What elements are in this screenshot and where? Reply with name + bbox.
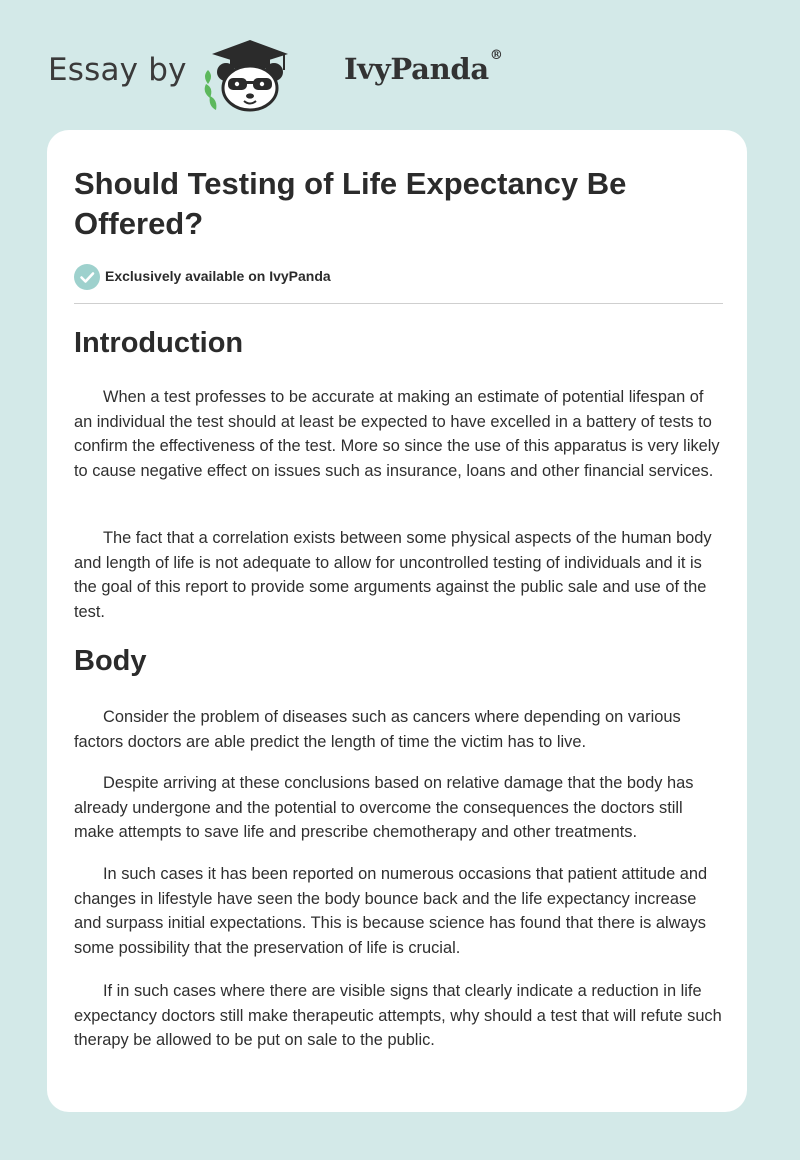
essay-card xyxy=(47,130,747,1112)
paragraph: If in such cases where there are visible signs that clearly indicate a reduction in life expectancy doctors still make therapeutic attempts, why should a test that will refute such therapy be allowed to be put on sale to the public. xyxy=(74,982,722,1050)
paragraph: Consider the problem of diseases such as cancers where depending on various factors doctors are able predict the length of time the victim has to live. xyxy=(74,708,681,751)
page-title: Should Testing of Life Expectancy Be Offered? xyxy=(74,166,627,241)
divider xyxy=(74,303,723,304)
section-heading-introduction: Introduction xyxy=(74,327,244,359)
panda-graduate-icon xyxy=(200,36,300,112)
paragraph: In such cases it has been reported on numerous occasions that patient attitude and changes in lifestyle have seen the body bounce back and the life expectancy increase and surpass initial expectations. This is because science has found that there is always some possibility that the preservation of life is crucial. xyxy=(74,865,708,957)
brand-name: IvyPanda® xyxy=(344,48,503,86)
paragraph: Despite arriving at these conclusions based on relative damage that the body has already undergone and the potential to overcome the consequences the doctors still make attempts to save life and prescribe chemotherapy and other treatments. xyxy=(74,774,694,842)
check-icon xyxy=(74,264,100,290)
registered-mark: ® xyxy=(489,48,503,63)
paragraph: When a test professes to be accurate at making an estimate of potential lifespan of an individual the test should at least be expected to have excelled in a battery of tests to confirm the effectiveness of the test. More so since the use of this apparatus is very likely to cause negative effect on issues such as insurance, loans and other financial services. xyxy=(74,388,720,480)
essay-by-label: Essay by xyxy=(48,52,187,88)
section-heading-body: Body xyxy=(74,645,147,677)
site-header xyxy=(48,30,748,110)
exclusive-badge-label: Exclusively available on IvyPanda xyxy=(105,268,331,284)
exclusive-badge xyxy=(74,262,723,290)
paragraph: The fact that a correlation exists between some physical aspects of the human body and length of life is not adequate to allow for uncontrolled testing of individuals and it is the goal of this report to provide some arguments against the public sale and use of the test. xyxy=(74,529,712,621)
